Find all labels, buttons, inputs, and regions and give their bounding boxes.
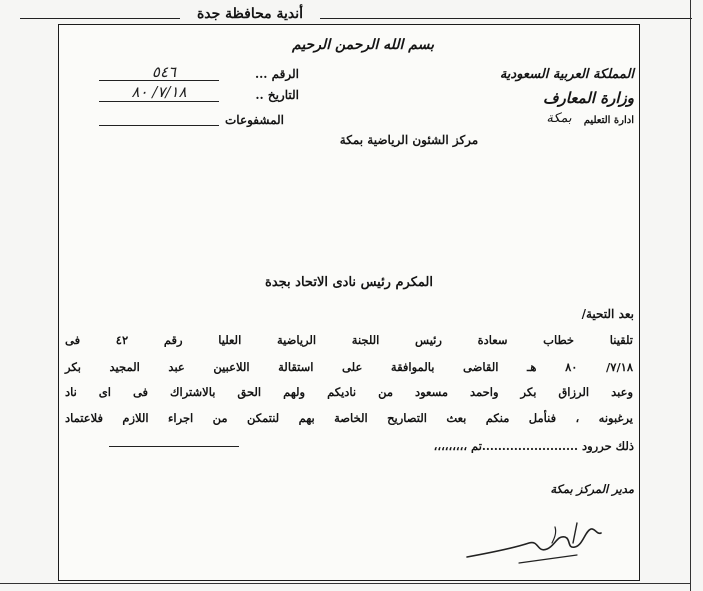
education-department-city: بمكة	[546, 111, 572, 126]
enclosures-label: المشفوعات	[224, 113, 284, 127]
center-name: مركز الشئون الرياضية بمكة	[339, 133, 479, 147]
handwritten-signature	[459, 513, 609, 573]
date-line	[99, 101, 219, 102]
body-line: ٧/١٨/ ٨٠ هـ القاضى بالموافقة على استقالة اللاعبين عبد المجيد بكر	[65, 360, 633, 374]
signoff-title: مدير المركز بمكة	[550, 482, 634, 496]
closing-line: ذلك حررود ........................تم ،،،،،،،،،	[433, 439, 634, 453]
binder-edge-right	[690, 0, 691, 591]
greeting: بعد التحية/	[581, 307, 634, 321]
enclosures-line	[99, 125, 219, 126]
kingdom-name: المملكة العربية السعودية	[499, 67, 634, 82]
number-label: الرقم ...	[254, 67, 299, 81]
body-line: تلقينا خطاب سعادة رئيس اللجنة الرياضية العليا رقم ٤٢ فى	[65, 333, 633, 347]
date-label: التاريخ ..	[255, 88, 299, 102]
header-bar-label: أندية محافظة جدة	[196, 6, 304, 22]
top-rule-left	[20, 18, 180, 19]
date-value: ٧/١٨/ ٨٠	[131, 83, 187, 101]
basmala: بسم الله الرحمن الرحيم	[292, 37, 434, 53]
closing-rule	[109, 446, 239, 447]
body-line: يرغبونه ، فنأمل منكم بعث التصاريح الخاصة بهم لنتمكن من اجراء اللازم فلاعتماد	[65, 411, 633, 425]
top-rule-right	[320, 18, 692, 19]
number-value: ٥٤٦	[151, 63, 177, 81]
letter-sheet	[58, 24, 640, 581]
education-department: ادارة التعليم	[583, 115, 634, 126]
recipient: المكرم رئيس نادى الاتحاد بجدة	[265, 275, 433, 290]
binder-edge-bottom	[0, 583, 690, 584]
body-line: وعبد الرزاق بكر واحمد مسعود من ناديكم ولهم الحق بالاشتراك فى اى ناد	[65, 385, 633, 399]
ministry-name: وزارة المعارف	[543, 89, 634, 107]
